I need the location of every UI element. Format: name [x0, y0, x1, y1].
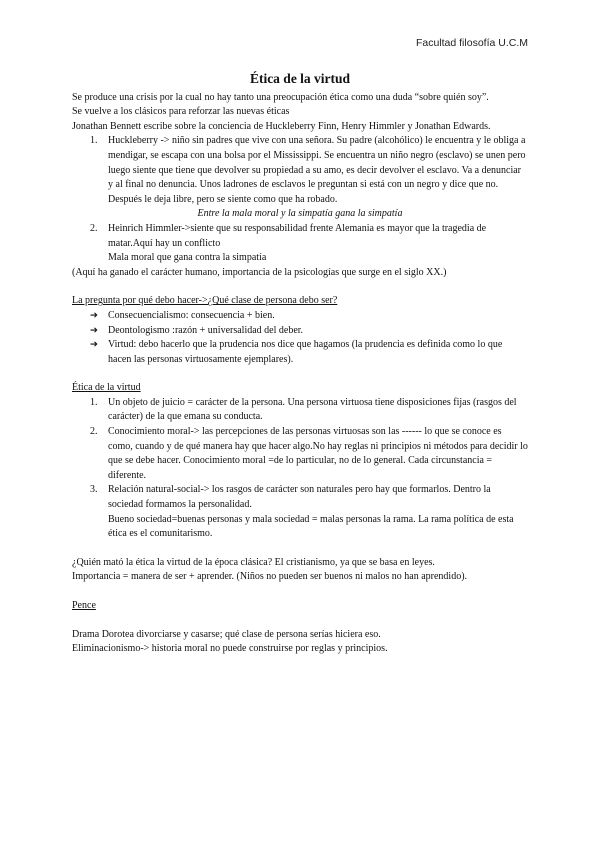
huckleberry-himmler-list: [72, 134, 528, 265]
arrow-icon: ➔: [90, 339, 98, 351]
list-item-conocimiento-moral: [72, 425, 528, 483]
faculty-header: Facultad filosofía U.C.M: [415, 37, 528, 49]
list-number: 1.: [90, 396, 98, 408]
list-item-text: Un objeto de juicio = carácter de la persona. Una persona virtuosa tiene disposiciones fijas (rasgos del carácter) de la que emana su conducta.: [108, 396, 517, 423]
list-item-virtud: [72, 338, 528, 367]
list-item-text: Deontologismo :razón + universalidad del deber.: [108, 324, 304, 336]
arrow-icon: ➔: [90, 324, 98, 336]
list-item-relacion-natural-social: [72, 483, 528, 512]
intro-paragraph-3: Jonathan Bennett escribe sobre la conciencia de Huckleberry Finn, Henry Himmler y Jonathan Edwards.: [72, 120, 491, 132]
intro-paragraph-1: Se produce una crisis por la cual no hay tanto una preocupación ética como una duda “sobre quién soy”.: [72, 91, 489, 103]
list-item-text: Relación natural-social-> los rasgos de carácter son naturales pero hay que formarlos. Dentro la sociedad formamos la personalidad.: [108, 484, 491, 511]
list-item-text: Huckleberry -> niño sin padres que vive con una señora. Su padre (alcohólico) le encuentra y le obliga a mendigar, se escapa con una bolsa por el Mississippi. Se encuentra un niño negro (esclavo) se unen pero luego siente que tiene que devolver su propiedad a su amo, es decir devolver el esclavo. Va a denunciar y al final no denuncia. Unos ladrones de esclavos le preguntan si está con un negro y dice que no. Después le deja libre, pero se siente como que ha robado.: [108, 135, 526, 205]
list-item-subline: Bueno sociedad=buenas personas y mala sociedad = malas personas la rama. La rama política de esta ética es el comunitarismo.: [108, 513, 514, 540]
list-item-himmler: [72, 222, 528, 251]
document-body: [72, 72, 528, 657]
closing-paragraph-2: Importancia = manera de ser + aprender. (Niños no pueden ser buenos ni malos no han aprendido).: [72, 571, 468, 583]
ethics-theories-list: [72, 309, 528, 367]
list-item-consecuencialismo: [72, 309, 528, 324]
section-heading-pence: Pence: [72, 600, 96, 611]
list-item-text: Consecuencialismo: consecuencia + bien.: [108, 309, 275, 321]
list-number: 3.: [90, 484, 98, 496]
page-title: Ética de la virtud: [249, 71, 351, 86]
list-number: 2.: [90, 222, 98, 234]
virtue-ethics-list: [72, 396, 528, 542]
list-item-deontologismo: [72, 324, 528, 339]
section-heading-etica-virtud: Ética de la virtud: [72, 382, 141, 394]
list-item-text: Virtud: debo hacerlo que la prudencia nos dice que hagamos (la prudencia es definida como lo que hacen las personas virtuosamente ejemplares).: [108, 339, 503, 365]
list-item-text: Heinrich Himmler->siente que su responsabilidad frente Alemania es mayor que la tragedia de matar.Aquí hay un conflicto: [108, 222, 487, 249]
list-item-text: Conocimiento moral-> las percepciones de las personas virtuosas son las ------ lo que se conoce es como, cuando y de qué manera hay que hacer algo.No hay reglas ni principios ni métodos para decidir lo que se debe hacer. Conocimiento moral =de lo particular, no de lo general. Cada circunstancia = diferente.: [108, 426, 528, 481]
list-item-objeto-juicio: [72, 396, 528, 425]
italic-conclusion: Entre la mala moral y la simpatía gana la simpatía: [197, 208, 403, 220]
list-item-huckleberry: [72, 134, 528, 207]
list-number: 2.: [90, 426, 98, 438]
psychology-note: (Aquí ha ganado el carácter humano, importancia de la psicologías que surge en el siglo XX.): [72, 266, 447, 278]
section-heading-question: La pregunta por qué debo hacer->¿Qué clase de persona debo ser?: [72, 295, 338, 307]
pence-paragraph-1: Drama Dorotea divorciarse y casarse; qué clase de persona serías hiciera eso.: [72, 628, 381, 640]
list-number: 1.: [90, 135, 98, 147]
list-item-subline: Mala moral que gana contra la simpatía: [108, 252, 267, 264]
arrow-icon: ➔: [90, 309, 98, 321]
closing-paragraph-1: ¿Quién mató la ética la virtud de la época clásica? El cristianismo, ya que se basa en leyes.: [72, 556, 435, 568]
pence-paragraph-2: Eliminacionismo-> historia moral no puede construirse por reglas y principios.: [72, 643, 388, 655]
intro-paragraph-2: Se vuelve a los clásicos para reforzar las nuevas éticas: [72, 106, 290, 118]
